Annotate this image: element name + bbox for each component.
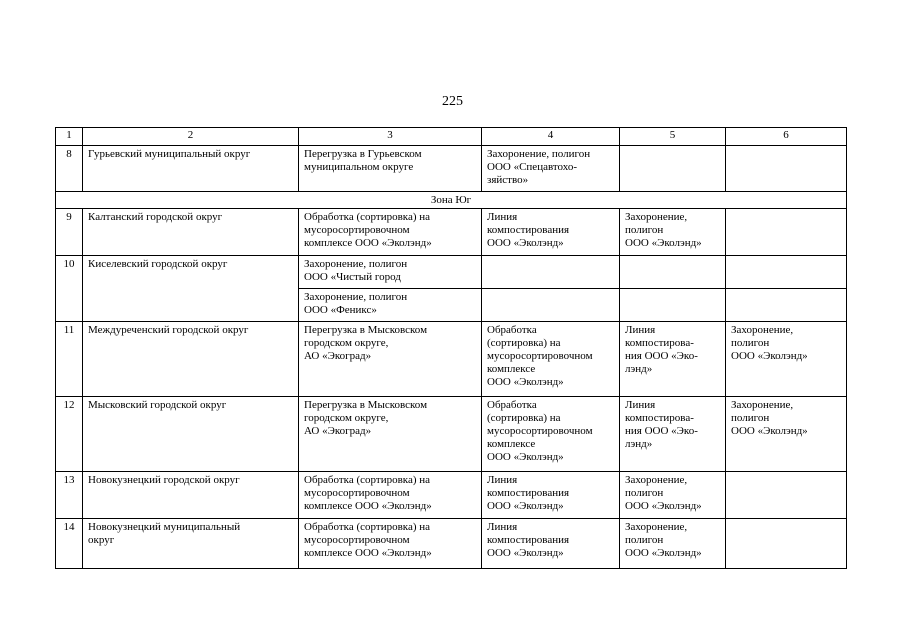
stage-cell: Захоронение, полигон ООО «Спецавтохо- зяйство» xyxy=(482,146,620,192)
header-cell: 2 xyxy=(83,128,299,146)
table-row xyxy=(56,146,847,192)
zone-label: Зона Юг xyxy=(56,192,847,209)
stage-cell: Линия компостирования ООО «Эколэнд» xyxy=(482,519,620,569)
stage-cell: Захоронение, полигон ООО «Эколэнд» xyxy=(620,472,726,519)
header-cell: 1 xyxy=(56,128,83,146)
stage-cell: Обработка (сортировка) на мусоросортировочном комплексе ООО «Эколэнд» xyxy=(299,472,482,519)
row-number: 9 xyxy=(56,209,83,256)
stage-cell: Обработка (сортировка) на мусоросортировочном комплексе ООО «Эколэнд» xyxy=(299,519,482,569)
municipality-name: Киселевский городской округ xyxy=(83,256,299,322)
header-cell: 4 xyxy=(482,128,620,146)
municipality-name: Гурьевский муниципальный округ xyxy=(83,146,299,192)
stage-cell: Обработка (сортировка) на мусоросортировочном комплексе ООО «Эколэнд» xyxy=(482,397,620,472)
stage-cell xyxy=(620,256,726,289)
stage-cell: Захоронение, полигон ООО «Эколэнд» xyxy=(620,209,726,256)
stage-cell xyxy=(620,289,726,322)
stage-cell: Захоронение, полигон ООО «Эколэнд» xyxy=(726,397,847,472)
header-cell: 5 xyxy=(620,128,726,146)
stage-cell: Линия компостирова- ния ООО «Эко- лэнд» xyxy=(620,397,726,472)
stage-cell: Перегрузка в Мысковском городском округе, АО «Экоград» xyxy=(299,322,482,397)
stage-cell: Захоронение, полигон ООО «Феникс» xyxy=(299,289,482,322)
municipality-name: Калтанский городской округ xyxy=(83,209,299,256)
stage-cell xyxy=(726,519,847,569)
stage-cell xyxy=(620,146,726,192)
stage-cell: Перегрузка в Гурьевском муниципальном округе xyxy=(299,146,482,192)
stage-cell: Линия компостирова- ния ООО «Эко- лэнд» xyxy=(620,322,726,397)
waste-routing-table xyxy=(55,127,847,569)
row-number: 8 xyxy=(56,146,83,192)
municipality-name: Мысковский городской округ xyxy=(83,397,299,472)
stage-cell xyxy=(726,289,847,322)
table-row xyxy=(56,209,847,256)
stage-cell: Захоронение, полигон ООО «Эколэнд» xyxy=(726,322,847,397)
row-number: 10 xyxy=(56,256,83,322)
stage-cell: Линия компостирования ООО «Эколэнд» xyxy=(482,209,620,256)
table-row xyxy=(56,472,847,519)
stage-cell xyxy=(726,256,847,289)
stage-cell xyxy=(726,146,847,192)
stage-cell xyxy=(482,289,620,322)
municipality-name: Междуреченский городской округ xyxy=(83,322,299,397)
municipality-name: Новокузнецкий муниципальный округ xyxy=(83,519,299,569)
stage-cell: Перегрузка в Мысковском городском округе, АО «Экоград» xyxy=(299,397,482,472)
stage-cell xyxy=(726,472,847,519)
stage-cell: Захоронение, полигон ООО «Эколэнд» xyxy=(620,519,726,569)
row-number: 13 xyxy=(56,472,83,519)
table-row xyxy=(56,397,847,472)
table-row xyxy=(56,256,847,289)
stage-cell: Обработка (сортировка) на мусоросортировочном комплексе ООО «Эколэнд» xyxy=(299,209,482,256)
row-number: 12 xyxy=(56,397,83,472)
stage-cell xyxy=(726,209,847,256)
stage-cell: Захоронение, полигон ООО «Чистый город xyxy=(299,256,482,289)
page-number: 225 xyxy=(442,94,463,109)
stage-cell: Линия компостирования ООО «Эколэнд» xyxy=(482,472,620,519)
table-header-row xyxy=(56,128,847,146)
row-number: 14 xyxy=(56,519,83,569)
row-number: 11 xyxy=(56,322,83,397)
zone-row xyxy=(56,192,847,209)
table-row xyxy=(56,322,847,397)
header-cell: 6 xyxy=(726,128,847,146)
table-row xyxy=(56,519,847,569)
municipality-name: Новокузнецкий городской округ xyxy=(83,472,299,519)
stage-cell xyxy=(482,256,620,289)
stage-cell: Обработка (сортировка) на мусоросортировочном комплексе ООО «Эколэнд» xyxy=(482,322,620,397)
header-cell: 3 xyxy=(299,128,482,146)
